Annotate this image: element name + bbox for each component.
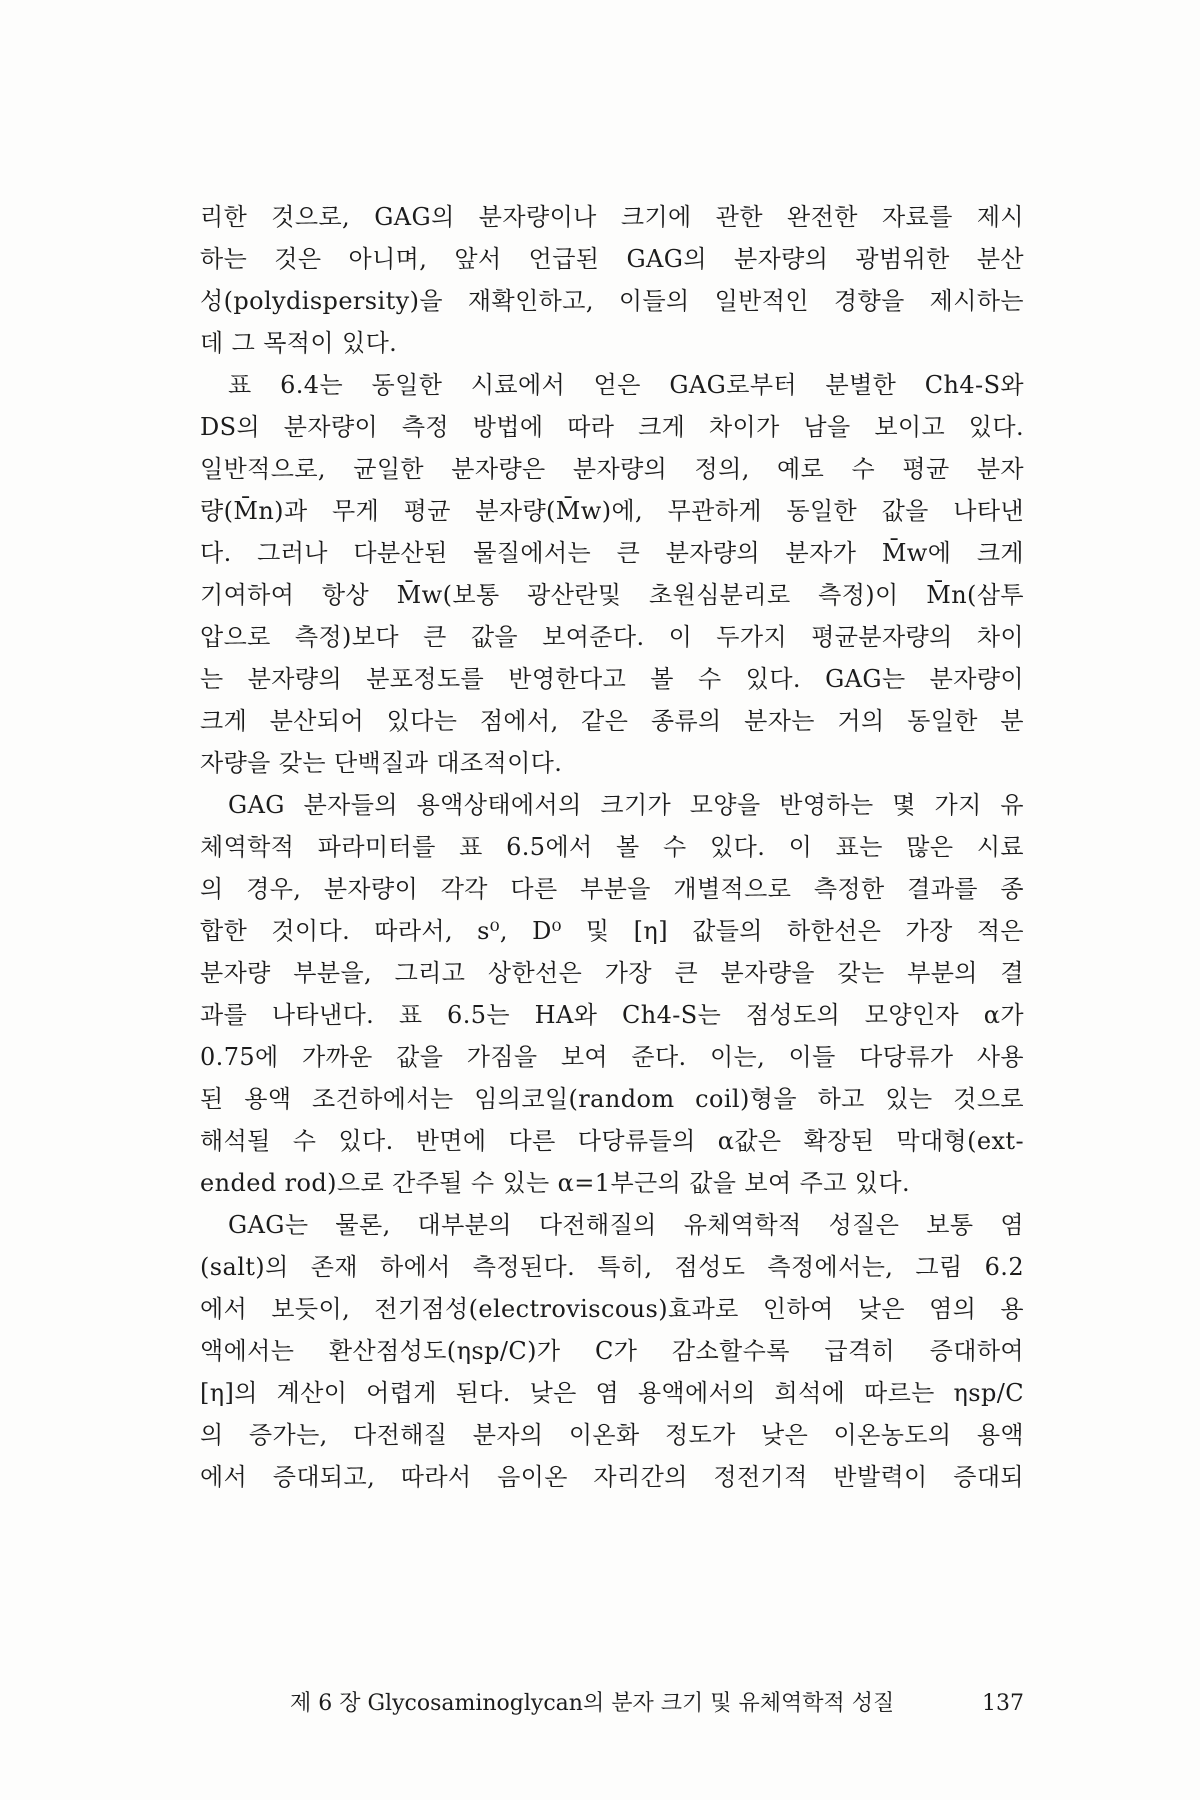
paragraph-start-line: GAG 분자들의 용액상태에서의 크기가 모양을 반영하는 몇 가지 유: [228, 791, 1024, 819]
text-line: [η]의 계산이 어렵게 된다. 낮은 염 용액에서의 희석에 따르는 ηsp/C: [200, 1379, 1024, 1407]
text-line: 리한 것으로, GAG의 분자량이나 크기에 관한 완전한 자료를 제시: [200, 203, 1024, 231]
text-line: 압으로 측정)보다 큰 값을 보여준다. 이 두가지 평균분자량의 차이: [200, 623, 1024, 651]
text-line: 체역학적 파라미터를 표 6.5에서 볼 수 있다. 이 표는 많은 시료: [200, 833, 1024, 861]
text-line: 자량을 갖는 단백질과 대조적이다.: [200, 749, 563, 777]
text-line: 하는 것은 아니며, 앞서 언급된 GAG의 분자량의 광범위한 분산: [200, 245, 1024, 273]
text-line: 성(polydispersity)을 재확인하고, 이들의 일반적인 경향을 제시하는: [200, 287, 1024, 315]
page-footer: [290, 1684, 1024, 1724]
text-line: ended rod)으로 간주될 수 있는 α=1부근의 값을 보여 주고 있다.: [200, 1169, 911, 1197]
page-number: 137: [982, 1691, 1024, 1716]
paragraph-start-line: GAG는 물론, 대부분의 다전해질의 유체역학적 성질은 보통 염: [228, 1211, 1024, 1239]
paragraph-start-line: 표 6.4는 동일한 시료에서 얻은 GAG로부터 분별한 Ch4-S와: [228, 371, 1024, 399]
text-line: (salt)의 존재 하에서 측정된다. 특히, 점성도 측정에서는, 그림 6.2: [200, 1253, 1024, 1281]
text-line: 해석될 수 있다. 반면에 다른 다당류들의 α값은 확장된 막대형(ext-: [200, 1127, 1024, 1155]
text-line: 량(M̄n)과 무게 평균 분자량(M̄w)에, 무관하게 동일한 값을 나타낸: [200, 497, 1024, 525]
text-line: 과를 나타낸다. 표 6.5는 HA와 Ch4-S는 점성도의 모양인자 α가: [200, 1001, 1024, 1029]
running-title: 제 6 장 Glycosaminoglycan의 분자 크기 및 유체역학적 성질: [290, 1691, 895, 1716]
text-line: 의 증가는, 다전해질 분자의 이온화 정도가 낮은 이온농도의 용액: [200, 1421, 1024, 1449]
text-line: 일반적으로, 균일한 분자량은 분자량의 정의, 예로 수 평균 분자: [200, 455, 1024, 483]
text-line: 분자량 부분을, 그리고 상한선은 가장 큰 분자량을 갖는 부분의 결: [200, 959, 1024, 987]
text-line: 액에서는 환산점성도(ηsp/C)가 C가 감소할수록 급격히 증대하여: [200, 1337, 1024, 1365]
text-line: 에서 보듯이, 전기점성(electroviscous)효과로 인하여 낮은 염의 용: [200, 1295, 1024, 1323]
text-line: 합한 것이다. 따라서, s⁰, D⁰ 및 [η] 값들의 하한선은 가장 적은: [200, 917, 1024, 945]
text-line: 는 분자량의 분포정도를 반영한다고 볼 수 있다. GAG는 분자량이: [200, 665, 1024, 693]
text-line: 다. 그러나 다분산된 물질에서는 큰 분자량의 분자가 M̄w에 크게: [200, 539, 1024, 567]
text-line: 된 용액 조건하에서는 임의코일(random coil)형을 하고 있는 것으로: [200, 1085, 1024, 1113]
body-text: [200, 196, 1024, 1498]
text-line: 기여하여 항상 M̄w(보통 광산란및 초원심분리로 측정)이 M̄n(삼투: [200, 581, 1024, 609]
text-line: 0.75에 가까운 값을 가짐을 보여 준다. 이는, 이들 다당류가 사용: [200, 1043, 1024, 1071]
text-line: 의 경우, 분자량이 각각 다른 부분을 개별적으로 측정한 결과를 종: [200, 875, 1024, 903]
text-line: 데 그 목적이 있다.: [200, 329, 398, 357]
text-line: DS의 분자량이 측정 방법에 따라 크게 차이가 남을 보이고 있다.: [200, 413, 1024, 441]
text-line: 크게 분산되어 있다는 점에서, 같은 종류의 분자는 거의 동일한 분: [200, 707, 1024, 735]
text-line: 에서 증대되고, 따라서 음이온 자리간의 정전기적 반발력이 증대되: [200, 1463, 1024, 1491]
